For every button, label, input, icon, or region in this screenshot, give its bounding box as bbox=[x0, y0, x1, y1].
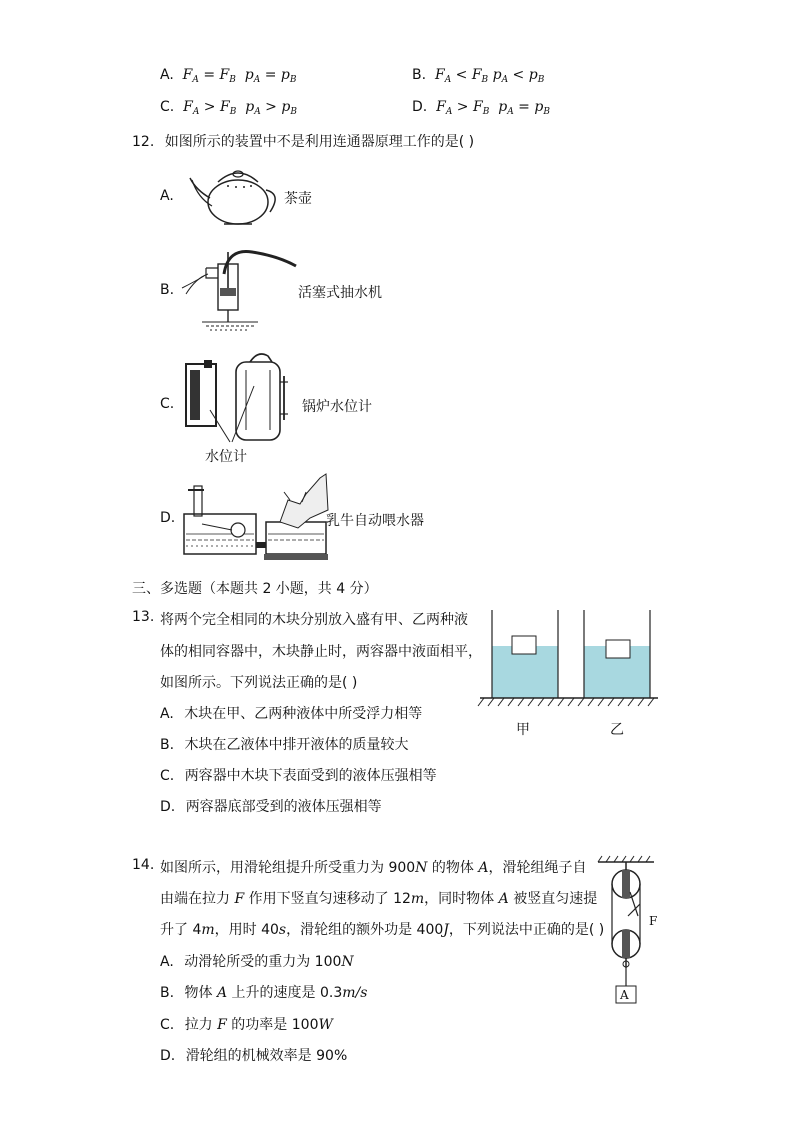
boiler-gauge-figure bbox=[180, 350, 300, 446]
block-yi bbox=[606, 640, 630, 658]
q12-option-a-label: 茶壶 bbox=[284, 191, 312, 207]
q14-stem-line-3: 升了 4m，用时 40s，滑轮组的额外功是 400J，下列说法中正确的是( ) bbox=[160, 922, 605, 938]
formula: $F_A > F_B$ $p_A > p_B$ bbox=[178, 99, 297, 117]
q13-number: 13. bbox=[132, 609, 155, 625]
q13-option-c[interactable]: C. 两容器中木块下表面受到的液体压强相等 bbox=[160, 768, 437, 784]
formula: $F_A = F_B$ $p_A = p_B$ bbox=[178, 67, 297, 85]
q13-containers-figure bbox=[478, 610, 660, 710]
q14-stem-line-2: 由端在拉力 F 作用下竖直匀速移动了 12m，同时物体 A 被竖直匀速提 bbox=[160, 891, 598, 907]
block-jia bbox=[512, 636, 536, 654]
teapot-figure bbox=[188, 160, 288, 230]
q12-option-a-letter[interactable]: A. bbox=[160, 188, 174, 204]
q14-number: 14. bbox=[132, 857, 155, 873]
q14-option-b[interactable]: B. 物体 A 上升的速度是 0.3m/s bbox=[160, 985, 368, 1001]
cow-feeder-figure bbox=[180, 470, 330, 562]
q11-option-d[interactable]: D. $F_A > F_B$ $p_A = p_B$ bbox=[412, 99, 550, 117]
q14-option-d[interactable]: D. 滑轮组的机械效率是 90% bbox=[160, 1048, 348, 1064]
q11-option-a[interactable]: A. $F_A = F_B$ $p_A = p_B$ bbox=[160, 67, 297, 85]
formula: $F_A < F_B$ $p_A < p_B$ bbox=[430, 67, 545, 85]
q12-option-d-letter[interactable]: D. bbox=[160, 510, 176, 526]
q11-option-c[interactable]: C. $F_A > F_B$ $p_A > p_B$ bbox=[160, 99, 297, 117]
q13-option-d[interactable]: D. 两容器底部受到的液体压强相等 bbox=[160, 799, 382, 815]
q12-option-c-sublabel: 水位计 bbox=[205, 449, 247, 465]
q14-object-label: A bbox=[620, 988, 629, 1002]
pulley-figure bbox=[594, 856, 656, 1006]
q13-stem-line-1: 将两个完全相同的木块分别放入盛有甲、乙两种液 bbox=[160, 612, 468, 628]
q14-force-label: F bbox=[649, 914, 658, 928]
q14-option-a[interactable]: A. 动滑轮所受的重力为 100N bbox=[160, 954, 354, 970]
q12-option-b-label: 活塞式抽水机 bbox=[298, 285, 382, 301]
piston-pump-figure bbox=[178, 244, 298, 332]
q14-option-c[interactable]: C. 拉力 F 的功率是 100W bbox=[160, 1017, 333, 1033]
q13-label-jia: 甲 bbox=[516, 722, 530, 738]
q13-stem-line-3: 如图所示。下列说法正确的是( ) bbox=[160, 675, 358, 691]
q13-option-b[interactable]: B. 木块在乙液体中排开液体的质量较大 bbox=[160, 737, 409, 753]
q12-option-c-letter[interactable]: C. bbox=[160, 396, 175, 412]
q12-option-c-label: 锅炉水位计 bbox=[302, 399, 372, 415]
section-3-title: 三、多选题（本题共 2 小题，共 4 分） bbox=[132, 581, 378, 597]
formula: $F_A > F_B$ $p_A = p_B$ bbox=[431, 99, 550, 117]
q12-stem: 12. 如图所示的装置中不是利用连通器原理工作的是( ) bbox=[132, 134, 475, 150]
q13-option-a[interactable]: A. 木块在甲、乙两种液体中所受浮力相等 bbox=[160, 706, 423, 722]
q13-label-yi: 乙 bbox=[610, 722, 624, 738]
q11-option-b[interactable]: B. $F_A < F_B$ $p_A < p_B$ bbox=[412, 67, 545, 85]
q12-option-b-letter[interactable]: B. bbox=[160, 282, 175, 298]
q12-option-d-label: 乳牛自动喂水器 bbox=[326, 513, 424, 529]
q14-stem-line-1: 如图所示，用滑轮组提升所受重力为 900N 的物体 A，滑轮组绳子自 bbox=[160, 860, 587, 876]
q13-stem-line-2: 体的相同容器中，木块静止时，两容器中液面相平， bbox=[160, 644, 482, 660]
